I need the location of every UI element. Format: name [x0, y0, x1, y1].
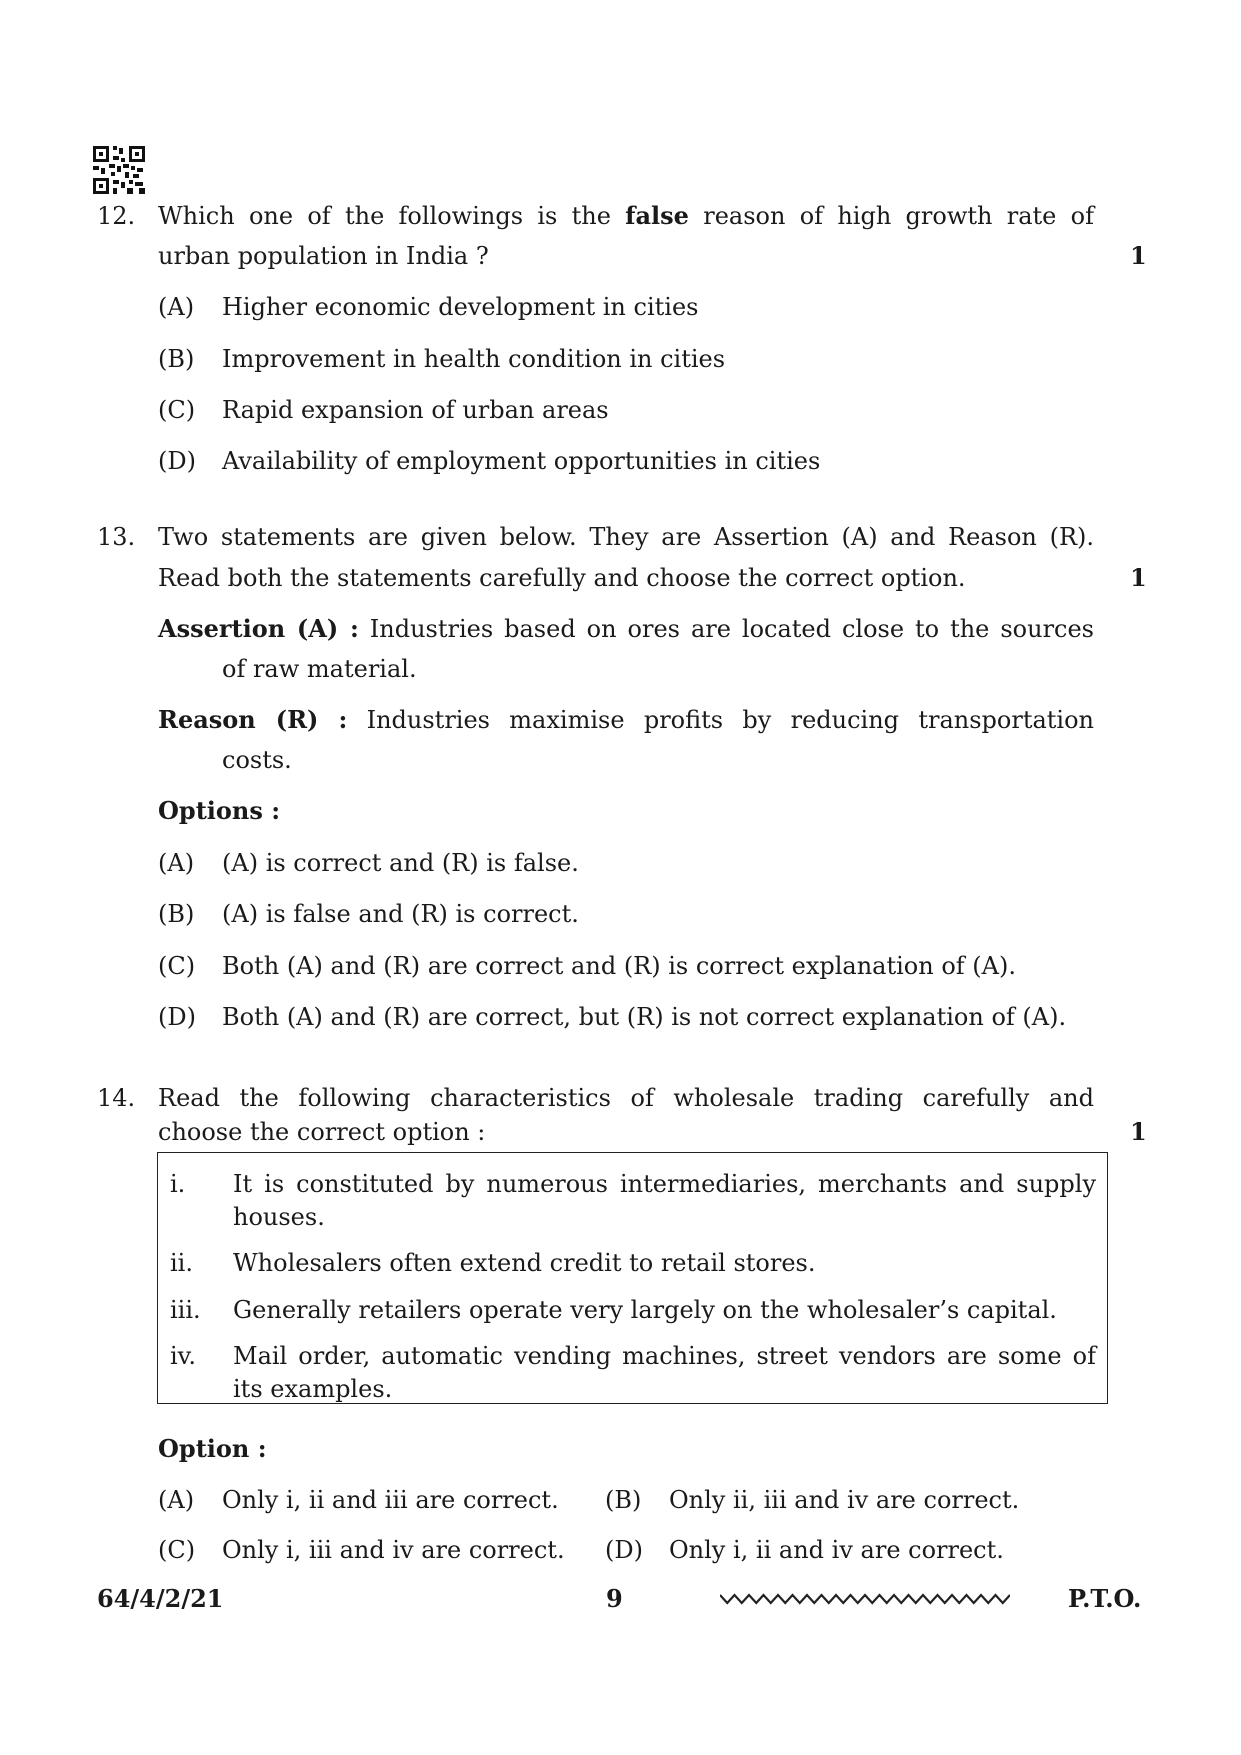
assertion-label: Assertion (A) : — [158, 614, 359, 643]
question-12-marks: 1 — [1130, 241, 1147, 270]
question-13-option-d-label: (D) — [158, 1003, 196, 1031]
question-12-option-b-text: Improvement in health condition in cities — [222, 345, 726, 373]
reason-label: Reason (R) : — [158, 705, 348, 734]
characteristic-4-line2: its examples. — [233, 1375, 393, 1403]
options-heading: Options : — [158, 796, 281, 825]
question-13-text-line1: Two statements are given below. They are Assertion (A) and Reason (R). — [158, 523, 1094, 551]
characteristic-3-label: iii. — [170, 1296, 201, 1324]
question-13-option-b-label: (B) — [158, 900, 195, 928]
question-14-option-d-text: Only i, ii and iv are correct. — [669, 1536, 1004, 1564]
characteristic-4-line1: Mail order, automatic vending machines, street vendors are some of — [233, 1342, 1096, 1370]
question-13-number: 13. — [97, 523, 136, 551]
question-12-text-line1 — [158, 196, 1094, 236]
wavy-line-icon — [720, 1590, 1010, 1608]
question-14-marks: 1 — [1130, 1117, 1147, 1146]
question-12-option-a-label: (A) — [158, 293, 195, 321]
question-14-text-line2: choose the correct option : — [158, 1118, 486, 1146]
characteristic-2-label: ii. — [170, 1249, 193, 1277]
question-12-text-line2: urban population in India ? — [158, 242, 489, 270]
characteristic-2-line1: Wholesalers often extend credit to retail stores. — [233, 1249, 816, 1277]
question-12-text-pre: Which one of the followings is the — [158, 202, 626, 230]
question-14-text-line1: Read the following characteristics of wholesale trading carefully and — [158, 1084, 1094, 1112]
assertion-line2: of raw material. — [222, 655, 417, 683]
assertion-line1 — [158, 609, 1094, 649]
question-14-option-a-text: Only i, ii and iii are correct. — [222, 1486, 559, 1514]
question-12-text-bold: false — [625, 201, 689, 230]
question-13-option-c-label: (C) — [158, 952, 196, 980]
question-12-text-post: reason of high growth rate of — [688, 202, 1094, 230]
page-number: 9 — [606, 1584, 623, 1613]
question-14-option-c-text: Only i, iii and iv are correct. — [222, 1536, 565, 1564]
question-12-option-d-label: (D) — [158, 447, 196, 475]
question-12-option-b-label: (B) — [158, 345, 195, 373]
question-12-option-a-text: Higher economic development in cities — [222, 293, 699, 321]
option-heading: Option : — [158, 1434, 267, 1463]
question-14-option-c-label: (C) — [158, 1536, 196, 1564]
characteristic-1-label: i. — [170, 1170, 186, 1198]
question-13-option-a-label: (A) — [158, 849, 195, 877]
question-13-option-c-text: Both (A) and (R) are correct and (R) is correct explanation of (A). — [222, 952, 1016, 980]
question-13-text-line2: Read both the statements carefully and choose the correct option. — [158, 564, 966, 592]
question-14-option-b-label: (B) — [605, 1486, 642, 1514]
question-14-number: 14. — [97, 1084, 136, 1112]
characteristic-3-line1: Generally retailers operate very largely on the wholesaler’s capital. — [233, 1296, 1057, 1324]
characteristic-1-line1: It is constituted by numerous intermediaries, merchants and supply — [233, 1170, 1096, 1198]
question-14-option-b-text: Only ii, iii and iv are correct. — [669, 1486, 1020, 1514]
question-14-option-d-label: (D) — [605, 1536, 643, 1564]
characteristic-1-line2: houses. — [233, 1203, 325, 1231]
question-13-option-b-text: (A) is false and (R) is correct. — [222, 900, 579, 928]
qr-code-icon — [93, 146, 145, 194]
question-13-marks: 1 — [1130, 563, 1147, 592]
reason-line2: costs. — [222, 746, 292, 774]
question-13-option-a-text: (A) is correct and (R) is false. — [222, 849, 579, 877]
characteristic-4-label: iv. — [170, 1342, 197, 1370]
pto-label: P.T.O. — [1068, 1584, 1142, 1613]
question-12-option-d-text: Availability of employment opportunities in cities — [222, 447, 821, 475]
assertion-text: Industries based on ores are located close to the sources — [358, 615, 1094, 643]
reason-line1 — [158, 700, 1094, 740]
question-12-option-c-text: Rapid expansion of urban areas — [222, 396, 609, 424]
question-13-option-d-text: Both (A) and (R) are correct, but (R) is not correct explanation of (A). — [222, 1003, 1067, 1031]
paper-code: 64/4/2/21 — [97, 1584, 224, 1613]
reason-text: Industries maximise profits by reducing transportation — [347, 706, 1094, 734]
question-14-option-a-label: (A) — [158, 1486, 195, 1514]
question-12-number: 12. — [97, 202, 136, 230]
question-12-option-c-label: (C) — [158, 396, 196, 424]
